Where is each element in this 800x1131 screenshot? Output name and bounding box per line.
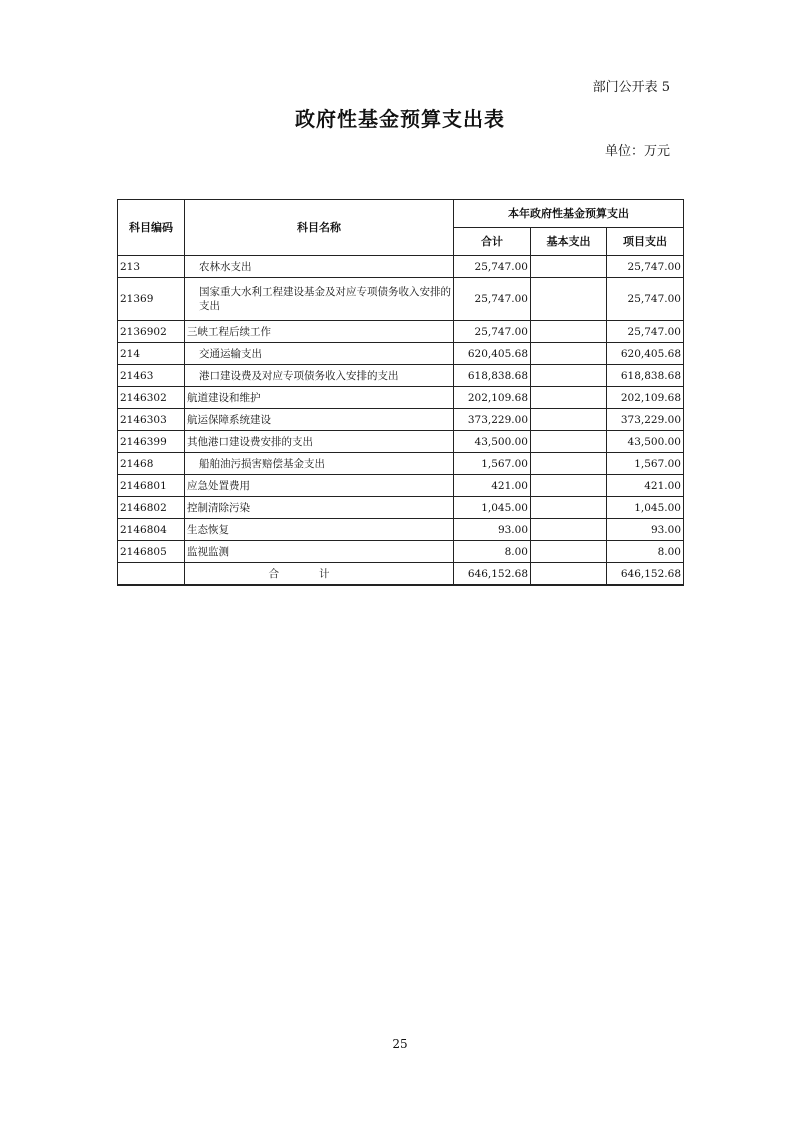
row-basic bbox=[531, 343, 607, 365]
row-project: 8.00 bbox=[607, 541, 684, 563]
total-basic bbox=[531, 563, 607, 586]
row-total: 373,229.00 bbox=[454, 409, 531, 431]
row-project: 43,500.00 bbox=[607, 431, 684, 453]
table-row bbox=[118, 475, 684, 497]
row-total: 202,109.68 bbox=[454, 387, 531, 409]
row-basic bbox=[531, 387, 607, 409]
total-row bbox=[118, 563, 684, 586]
total-label: 合计 bbox=[185, 563, 454, 586]
row-project: 25,747.00 bbox=[607, 256, 684, 278]
table-row bbox=[118, 387, 684, 409]
row-code: 2146802 bbox=[118, 497, 185, 519]
table-row bbox=[118, 321, 684, 343]
row-name: 监视监测 bbox=[185, 541, 454, 563]
row-total: 25,747.00 bbox=[454, 278, 531, 321]
row-name: 控制清除污染 bbox=[185, 497, 454, 519]
row-code: 214 bbox=[118, 343, 185, 365]
row-project: 202,109.68 bbox=[607, 387, 684, 409]
row-project: 1,045.00 bbox=[607, 497, 684, 519]
row-total: 620,405.68 bbox=[454, 343, 531, 365]
table-row bbox=[118, 519, 684, 541]
row-name: 航道建设和维护 bbox=[185, 387, 454, 409]
row-project: 421.00 bbox=[607, 475, 684, 497]
total-project: 646,152.68 bbox=[607, 563, 684, 586]
row-basic bbox=[531, 431, 607, 453]
row-project: 93.00 bbox=[607, 519, 684, 541]
row-name: 港口建设费及对应专项债务收入安排的支出 bbox=[185, 365, 454, 387]
table-row bbox=[118, 365, 684, 387]
row-basic bbox=[531, 321, 607, 343]
row-code: 2146303 bbox=[118, 409, 185, 431]
row-project: 620,405.68 bbox=[607, 343, 684, 365]
row-code: 2146804 bbox=[118, 519, 185, 541]
row-name: 航运保障系统建设 bbox=[185, 409, 454, 431]
table-row bbox=[118, 497, 684, 519]
budget-table bbox=[117, 199, 684, 586]
page-label: 部门公开表 5 bbox=[592, 80, 670, 95]
row-name: 应急处置费用 bbox=[185, 475, 454, 497]
table-row bbox=[118, 431, 684, 453]
header-group: 本年政府性基金预算支出 bbox=[454, 200, 684, 228]
row-total: 618,838.68 bbox=[454, 365, 531, 387]
header-code: 科目编码 bbox=[118, 200, 185, 256]
header-total: 合计 bbox=[454, 228, 531, 256]
row-project: 618,838.68 bbox=[607, 365, 684, 387]
row-code: 2146399 bbox=[118, 431, 185, 453]
row-name: 生态恢复 bbox=[185, 519, 454, 541]
row-basic bbox=[531, 475, 607, 497]
total-total: 646,152.68 bbox=[454, 563, 531, 586]
row-total: 25,747.00 bbox=[454, 256, 531, 278]
row-name: 其他港口建设费安排的支出 bbox=[185, 431, 454, 453]
row-total: 8.00 bbox=[454, 541, 531, 563]
page-title: 政府性基金预算支出表 bbox=[295, 107, 505, 131]
row-total: 25,747.00 bbox=[454, 321, 531, 343]
row-total: 421.00 bbox=[454, 475, 531, 497]
row-name: 国家重大水利工程建设基金及对应专项债务收入安排的支出 bbox=[185, 278, 454, 321]
row-basic bbox=[531, 256, 607, 278]
page-number: 25 bbox=[392, 1037, 408, 1051]
row-project: 373,229.00 bbox=[607, 409, 684, 431]
row-basic bbox=[531, 541, 607, 563]
row-project: 25,747.00 bbox=[607, 321, 684, 343]
table-row bbox=[118, 278, 684, 321]
row-code: 2136902 bbox=[118, 321, 185, 343]
row-basic bbox=[531, 453, 607, 475]
row-project: 1,567.00 bbox=[607, 453, 684, 475]
row-code: 21463 bbox=[118, 365, 185, 387]
row-code: 2146302 bbox=[118, 387, 185, 409]
header-project: 项目支出 bbox=[607, 228, 684, 256]
row-code: 2146801 bbox=[118, 475, 185, 497]
row-name: 农林水支出 bbox=[185, 256, 454, 278]
row-basic bbox=[531, 519, 607, 541]
row-name: 交通运输支出 bbox=[185, 343, 454, 365]
row-name: 船舶油污损害赔偿基金支出 bbox=[185, 453, 454, 475]
row-total: 43,500.00 bbox=[454, 431, 531, 453]
row-basic bbox=[531, 278, 607, 321]
table-row bbox=[118, 256, 684, 278]
row-code: 21468 bbox=[118, 453, 185, 475]
table-row bbox=[118, 343, 684, 365]
table-row bbox=[118, 541, 684, 563]
row-project: 25,747.00 bbox=[607, 278, 684, 321]
row-code: 2146805 bbox=[118, 541, 185, 563]
table-row bbox=[118, 453, 684, 475]
row-total: 93.00 bbox=[454, 519, 531, 541]
unit-label: 单位：万元 bbox=[604, 144, 670, 159]
total-code bbox=[118, 563, 185, 586]
header-name: 科目名称 bbox=[185, 200, 454, 256]
row-total: 1,045.00 bbox=[454, 497, 531, 519]
header-basic: 基本支出 bbox=[531, 228, 607, 256]
table-row bbox=[118, 409, 684, 431]
row-basic bbox=[531, 497, 607, 519]
row-basic bbox=[531, 365, 607, 387]
row-code: 213 bbox=[118, 256, 185, 278]
row-basic bbox=[531, 409, 607, 431]
row-name: 三峡工程后续工作 bbox=[185, 321, 454, 343]
row-total: 1,567.00 bbox=[454, 453, 531, 475]
row-code: 21369 bbox=[118, 278, 185, 321]
